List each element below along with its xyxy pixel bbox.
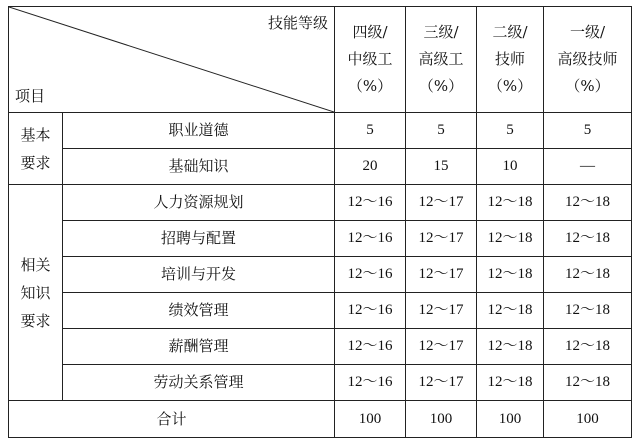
value-cell: 12～18	[477, 365, 544, 401]
group-label-line: 要求	[20, 153, 51, 172]
value-cell: 12～16	[335, 365, 406, 401]
group-label-line: 要求	[20, 311, 51, 330]
value-cell: 12～18	[477, 257, 544, 293]
item-cell: 招聘与配置	[63, 221, 335, 257]
level-header-line: （%）	[487, 77, 533, 95]
item-cell: 人力资源规划	[63, 185, 335, 221]
value-cell: 12～17	[406, 221, 477, 257]
value-cell: —	[544, 149, 632, 185]
item-label: 项目	[15, 86, 46, 105]
value-cell: 12～17	[406, 257, 477, 293]
value-cell: 10	[477, 149, 544, 185]
value-cell: 12～18	[477, 293, 544, 329]
total-label: 合计	[9, 401, 335, 438]
value-cell: 12～18	[544, 329, 632, 365]
group-label-line: 基本	[20, 125, 51, 144]
header-row	[9, 7, 632, 113]
value-cell: 12～16	[335, 185, 406, 221]
table-row	[9, 185, 632, 221]
group-label-line: 知识	[20, 283, 51, 302]
value-cell: 12～18	[544, 365, 632, 401]
level-header-4	[335, 7, 406, 113]
total-value-cell: 100	[406, 401, 477, 438]
level-header-line: 一级/	[569, 23, 606, 41]
level-header-line: 三级/	[423, 23, 459, 41]
group-label-basic	[9, 113, 63, 185]
level-header-line: 技师	[494, 50, 525, 68]
value-cell: 12～18	[544, 221, 632, 257]
item-cell: 绩效管理	[63, 293, 335, 329]
value-cell: 12～17	[406, 185, 477, 221]
total-value-cell: 100	[544, 401, 632, 438]
value-cell: 12～17	[406, 365, 477, 401]
value-cell: 12～16	[335, 257, 406, 293]
level-header-line: 高级工	[418, 50, 464, 68]
skill-level-label: 技能等级	[267, 14, 328, 32]
item-cell: 劳动关系管理	[63, 365, 335, 401]
item-cell: 培训与开发	[63, 257, 335, 293]
level-header-line: 高级技师	[557, 50, 618, 68]
value-cell: 12～17	[406, 293, 477, 329]
value-cell: 5	[406, 113, 477, 149]
level-header-3	[406, 7, 477, 113]
table-row	[9, 329, 632, 365]
table-row	[9, 221, 632, 257]
value-cell: 12～16	[335, 329, 406, 365]
value-cell: 12～18	[477, 329, 544, 365]
value-cell: 5	[544, 113, 632, 149]
value-cell: 12～18	[544, 185, 632, 221]
value-cell: 15	[406, 149, 477, 185]
value-cell: 5	[477, 113, 544, 149]
value-cell: 5	[335, 113, 406, 149]
level-header-line: 中级工	[347, 50, 393, 68]
level-header-line: 二级/	[492, 23, 528, 41]
table-row	[9, 293, 632, 329]
diagonal-header-cell	[9, 7, 335, 113]
value-cell: 12～18	[544, 257, 632, 293]
item-cell: 薪酬管理	[63, 329, 335, 365]
group-label-line: 相关	[20, 255, 51, 274]
table-row	[9, 257, 632, 293]
value-cell: 12～16	[335, 293, 406, 329]
value-cell: 20	[335, 149, 406, 185]
level-header-line: （%）	[347, 77, 393, 95]
table-row	[9, 149, 632, 185]
group-label-related-knowledge	[9, 185, 63, 401]
weight-table	[8, 6, 632, 438]
value-cell: 12～18	[477, 185, 544, 221]
item-cell: 基础知识	[63, 149, 335, 185]
item-cell: 职业道德	[63, 113, 335, 149]
table-row	[9, 113, 632, 149]
level-header-line: （%）	[418, 77, 464, 95]
level-header-line: 四级/	[352, 23, 388, 41]
total-value-cell: 100	[335, 401, 406, 438]
table-row	[9, 365, 632, 401]
level-header-1	[544, 7, 632, 113]
level-header-2	[477, 7, 544, 113]
value-cell: 12～16	[335, 221, 406, 257]
value-cell: 12～18	[477, 221, 544, 257]
value-cell: 12～18	[544, 293, 632, 329]
total-value-cell: 100	[477, 401, 544, 438]
level-header-line: （%）	[565, 77, 610, 95]
total-row	[9, 401, 632, 438]
value-cell: 12～17	[406, 329, 477, 365]
